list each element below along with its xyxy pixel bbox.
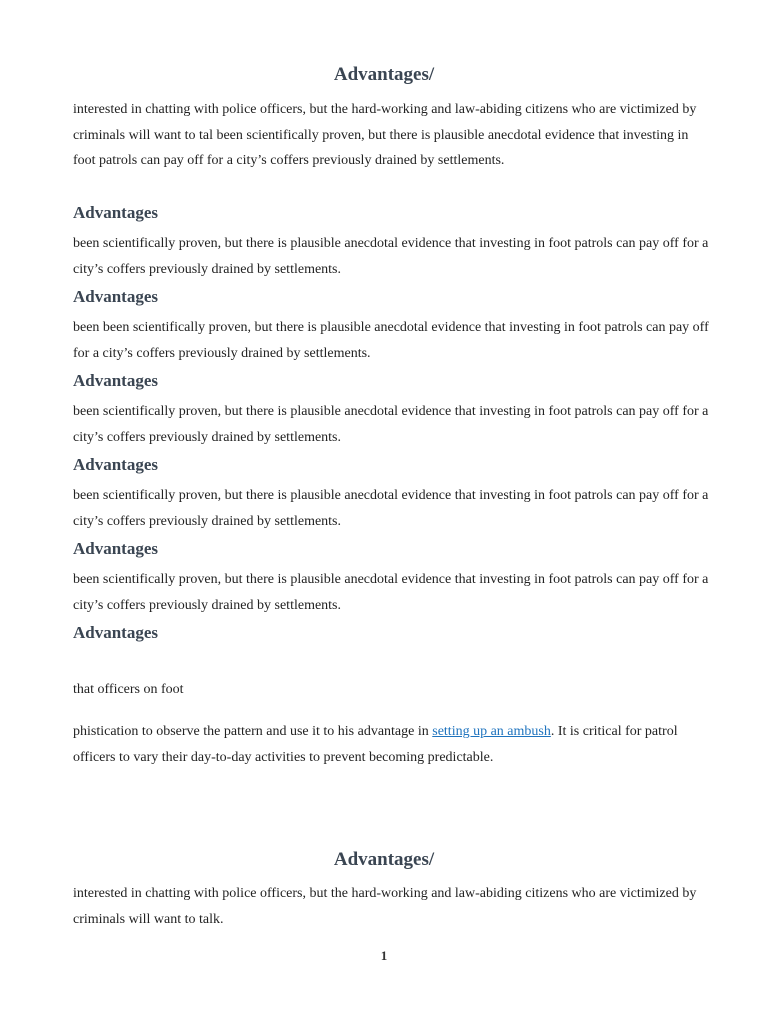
short-line: that officers on foot	[73, 682, 184, 697]
ambush-paragraph	[73, 719, 713, 770]
section-paragraph: been scientifically proven, but there is plausible anecdotal evidence that investing in foot patrols can pay off for a city’s coffers previously drained by settlements.	[73, 236, 709, 277]
ambush-link[interactable]: setting up an ambush	[432, 724, 551, 739]
page-title: Advantages/	[333, 64, 435, 85]
intro-paragraph: interested in chatting with police officers, but the hard-working and law-abiding citizens who are victimized by criminals will want to tal been scientifically proven, but there is plausible anecdotal evidence that investing in foot patrols can pay off for a city’s coffers previously drained by settlements.	[73, 102, 697, 168]
section-heading: Advantages	[73, 455, 159, 474]
section-paragraph: been scientifically proven, but there is plausible anecdotal evidence that investing in foot patrols can pay off for a city’s coffers previously drained by settlements.	[73, 404, 709, 445]
section-heading: Advantages	[73, 623, 159, 642]
closing-paragraph: interested in chatting with police officers, but the hard-working and law-abiding citizens who are victimized by criminals will want to talk.	[73, 886, 697, 927]
section-title-bottom: Advantages/	[333, 849, 435, 870]
section-heading: Advantages	[73, 203, 159, 222]
section-paragraph: been scientifically proven, but there is plausible anecdotal evidence that investing in foot patrols can pay off for a city’s coffers previously drained by settlements.	[73, 572, 709, 613]
section-heading: Advantages	[73, 287, 159, 306]
section-paragraph: been scientifically proven, but there is plausible anecdotal evidence that investing in foot patrols can pay off for a city’s coffers previously drained by settlements.	[73, 488, 709, 529]
section-heading: Advantages	[73, 371, 159, 390]
page-number: 1	[380, 948, 388, 963]
ambush-text-before: phistication to observe the pattern and use it to his advantage in	[73, 724, 433, 739]
section-paragraph: been been scientifically proven, but there is plausible anecdotal evidence that investing in foot patrols can pay off for a city’s coffers previously drained by settlements.	[73, 320, 709, 361]
section-heading: Advantages	[73, 539, 159, 558]
ambush-text-after: . It is critical for patrol officers to vary their day-to-day activities to prevent becoming predictable.	[73, 724, 678, 765]
